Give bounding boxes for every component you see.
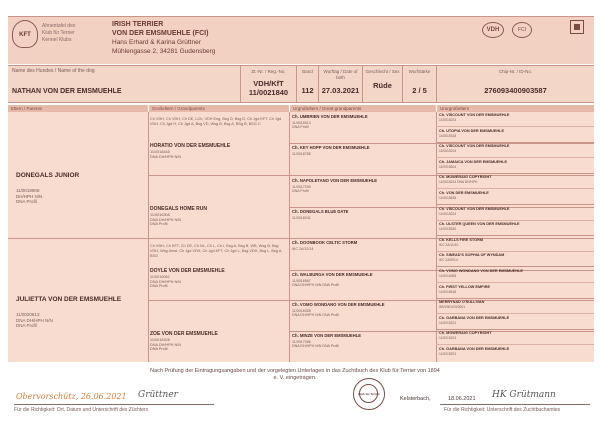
great-grandparent-details: 11/0016355 DNA DH/HPH N/N DNA Profil: [292, 309, 339, 318]
sire-granddam-name: DONEGALS HOME RUN: [150, 206, 207, 212]
great-grandparent-name: Ch. DONEGALS BLUE DATE: [292, 209, 349, 214]
dam-name: JULIETTA VON DER EMSMUEHLE: [16, 296, 122, 303]
gg-grandparent-name: Ch. UTOPIA VON DER EMSMUEHLE: [439, 128, 504, 133]
great-grandparent-name: Ch. KEY HOPP VON DER EMSMUEHLE: [292, 145, 370, 150]
gg-grandparent-reg: 11/0016518: [439, 289, 457, 294]
gg-grandparent-reg: 11/0015330: [439, 227, 457, 232]
gg-grandparent-name: Ch. ULSTER QUEEN VON DER EMSMUEHLE: [439, 222, 520, 227]
great-grandparent-details: 11/0017086 DNA DH/HPH N/N DNA Profil: [292, 340, 339, 349]
great-grandparent-details: 11/0016041: [292, 216, 311, 220]
gen-header-great-grandparents: Urgroßeltern / Great-grandparents: [290, 105, 436, 112]
kennel-name: VON DER EMSMUEHLE (FCI): [112, 30, 209, 37]
registration-note: Nach Prüfung der Eintragungsangaben und der vorgelegten Unterlagen in das Zuchtbuch des Klub für Terrier von 1894 e. V. eingetragen.: [150, 368, 440, 381]
qr-code-icon: [570, 20, 584, 34]
gg-grandparent-reg: 11/0015224: [439, 149, 457, 154]
gg-grandparent-reg: IKC 2A/0014: [439, 258, 458, 263]
breeder-name: Hans Erhard & Karina Grüttner: [112, 39, 201, 46]
gg-grandparent-reg: 11/0015224: [439, 118, 457, 122]
kft-caption: Ahnentafel des Klub für Terrier Kennel Klubs: [42, 23, 76, 43]
gg-grandparent-reg: 11/0015221: [439, 320, 457, 325]
gg-grandparent-name: Ch. VISCOUNT VON DER EMSMUEHLE: [439, 144, 510, 149]
fci-logo: FCI: [512, 22, 532, 38]
registrar-signature: HK Grütmann: [492, 390, 556, 400]
gg-grandparent-name: Ch. JAMAICA VON DER EMSMUEHLE: [439, 159, 507, 164]
certificate-header: [8, 16, 594, 64]
stud-no: 11/0021840: [248, 87, 289, 97]
sire-granddam-details: 11/0016308 DNA DH/HPH N/N DNA Profil: [150, 213, 182, 227]
gg-grandparent-name: Ch. VON DER EMSMUEHLE: [439, 191, 489, 195]
gen-header-gg-grandparents: Ururgroßeltern: [437, 105, 594, 112]
chip-number: 276093400903587: [484, 85, 547, 95]
sire-grandsire-name: HORATIO VON DER EMSMUEHLE: [150, 143, 231, 149]
gg-grandparent-name: MERRYNAD O'SULLIVAN: [439, 300, 485, 305]
stud-cell: Zt.-Nr. / Reg.-No. VDH/KfT 11/0021840: [240, 65, 296, 103]
sire-grandsire-details: 11/0018448 DNA DH/HPH N/N: [150, 150, 182, 159]
great-grandparent-name: Ch. VOMO WONDANO VON DER EMSMUEHLE: [292, 302, 385, 307]
great-grandparent-details: 11/0016513 DNA Profil: [292, 121, 311, 130]
dam-grandsire-details: 11/0016062 DNA DH/HPH N/N DNA Profil: [150, 275, 182, 289]
gg-grandparent-name: Ch. VOMO WONDANO VON DER EMSMUEHLE: [439, 269, 523, 273]
band-cell: Band 112: [296, 65, 318, 103]
birth-cell: Wurftag / Date of birth 27.03.2021: [318, 65, 362, 103]
sex-cell: Geschlecht / Sex Rüde: [362, 65, 402, 103]
dog-name: NATHAN VON DER EMSMUEHLE: [12, 88, 122, 95]
great-grandparent-name: Ch. DOONBOOK CELTIC STORM: [292, 240, 358, 245]
issue-place: Kelsterbach,: [400, 396, 431, 402]
stud-org: VDH/KfT: [253, 78, 284, 88]
dam-granddam-details: 11/0018328 DNA DH/HPH N/N DNA Profil: [150, 338, 182, 352]
great-grandparent-name: Ch. NAPOLETANO VON DER EMSMUEHLE: [292, 178, 378, 183]
registrar-signature-label: Für die Richtigkeit: Unterschrift des Zuchtbuchamtes: [444, 407, 561, 413]
sire-details: 11/0018808 DH/HPH N/N DNA Profil: [16, 188, 43, 204]
great-grandparent-details: 11/0016785: [292, 152, 311, 156]
gg-grandparent-reg: 11/0015318: [439, 133, 457, 138]
breeder-signature-label: Für die Richtigkeit: Ort, Datum und Unterschrift des Züchters: [14, 407, 149, 413]
kennel-block: [112, 20, 215, 56]
breed-title: IRISH TERRIER: [112, 21, 164, 28]
gg-grandparent-name: Ch. MOWERAIG COPYRIGHT: [439, 331, 492, 336]
gg-grandparent-reg: 11/0015224: [439, 336, 457, 341]
kft-logo: KFT: [12, 20, 38, 48]
chip-cell: Chip-Nr. / ID-No. 276093400903587: [436, 65, 594, 103]
gg-grandparent-reg: IMV0001/00/0001: [439, 305, 466, 310]
dam-details: 11/0020613 DNA DH/HPH N/N DNA Profil: [16, 312, 53, 328]
club-seal: Klub für Terrier: [353, 378, 385, 410]
gg-grandparent-name: Ch. VISCOUNT VON DER EMSMUEHLE: [439, 113, 510, 117]
gg-grandparent-reg: 11/0015635: [439, 196, 457, 200]
sex-value: Rüde: [373, 80, 392, 90]
rank-value: 2 / 5: [412, 85, 427, 95]
issue-date: 18.06.2021: [448, 396, 476, 402]
gen-header-grandparents: Großeltern / Grandparents: [149, 105, 289, 112]
breeder-address: Mühlengasse 2, 34281 Gudensberg: [112, 48, 216, 55]
band-value: 112: [301, 85, 314, 95]
sire-name: DONEGALS JUNIOR: [16, 172, 80, 179]
great-grandparent-details: IKC 2A/12/14: [292, 247, 314, 251]
gg-grandparent-reg: 11/0015224: [439, 211, 457, 216]
great-grandparent-name: Ch. UMBRIEN VON DER EMSMUEHLE: [292, 114, 368, 119]
gg-grandparent-name: Ch. MOWERAIG COPYRIGHT: [439, 175, 492, 180]
birth-date: 27.03.2021: [321, 86, 360, 95]
gg-grandparent-name: Ch. KELLS FIRE STORM: [439, 237, 484, 242]
dam-titles: Ch VDH, Ch KFT, Ch DE, Ch NL, Ch L, Ch I, Bsg A, Bsg B, WB, Wsg B, Bsg VDH, Wsg Amst, Ch Jgd VDH, Ch Jgd KFT, Ch Jgd L, Bsg VDH, Bsg L, Bsg A, BSG: [150, 244, 283, 258]
dam-granddam-name: ZOE VON DER EMSMUEHLE: [150, 331, 218, 337]
breeder-handwritten-place-date: Obervorschütz, 26.06.2021: [16, 392, 127, 401]
gg-grandparent-reg: IKC 2A/11/10: [439, 242, 459, 247]
gg-grandparent-reg: 11/0015224 DNA DH/HPH: [439, 180, 478, 185]
great-grandparent-details: 11/0016567 DNA DH/HPH N/N DNA Profil: [292, 279, 339, 288]
great-grandparent-details: 11/0017290 DNA Profil: [292, 185, 311, 194]
sire-titles: Ch VDH, Ch VDH, Ch DE, LCh, VDH Eng, Bsg D, Bsg D, Ch Jgd KFT, Ch Jgd VDH, Ch Jgd H, Ch Jgd A, Bsg VD, Wsg B, Bsg A, BSg B, BSG C: [150, 117, 282, 126]
vdh-logo: VDH: [482, 22, 504, 38]
gg-grandparent-reg: 11/0015221: [439, 352, 457, 356]
gen-header-parents: Eltern / Parents: [8, 105, 148, 112]
great-grandparent-name: Ch. MINZE VON DER EMSMUEHLE: [292, 333, 362, 338]
dog-name-label: Name des Hundes / Name of the dog: [12, 68, 95, 74]
rank-cell: Wurfstärke 2 / 5: [402, 65, 436, 103]
gg-grandparent-name: Ch. SINEAD'S SOPHIA OF WYNDAM: [439, 253, 505, 258]
gg-grandparent-name: Ch. GARBANA VON DER EMSMUEHLE: [439, 347, 510, 351]
breeder-signature: Grüttner: [138, 390, 178, 400]
gg-grandparent-name: Ch. GARBANA VON DER EMSMUEHLE: [439, 315, 510, 320]
gg-grandparent-reg: 11/0016355: [439, 274, 457, 278]
gg-grandparent-reg: 11/0015504: [439, 164, 457, 169]
gg-grandparent-name: Ch. FIRST YELLOW EMPIRE: [439, 284, 490, 289]
great-grandparent-name: Ch. WALBURGA VON DER EMSMUEHLE: [292, 272, 373, 277]
dam-grandsire-name: DOYLE VON DER EMSMUEHLE: [150, 268, 225, 274]
gg-grandparent-name: Ch. VISCOUNT VON DER EMSMUEHLE: [439, 206, 510, 211]
